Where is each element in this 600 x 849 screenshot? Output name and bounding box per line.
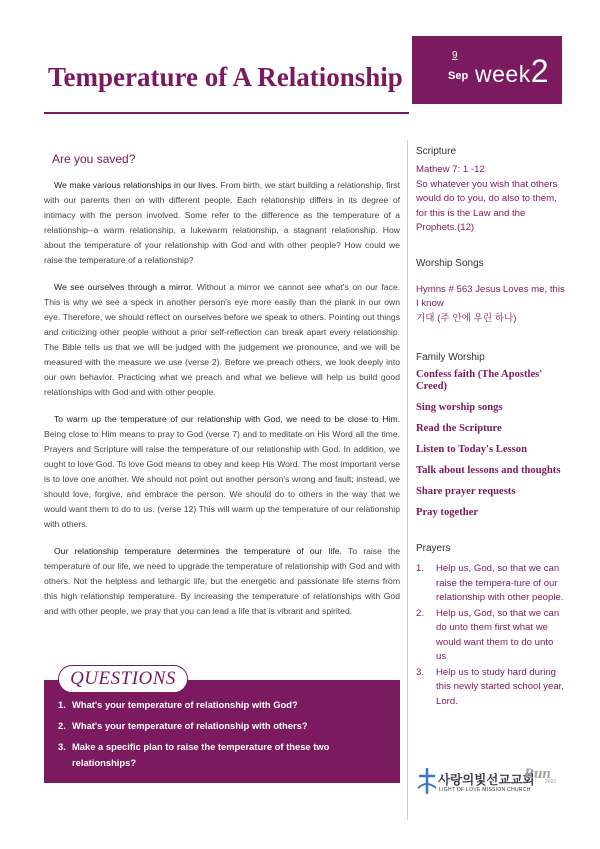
main-column	[44, 152, 400, 631]
question-number: 3.	[58, 741, 66, 752]
paragraph-body: To raise the temperature of our life, we need to upgrade the temperature of relationship with God and with others. Not the helpless and lethargic life, but the energetic and passionate life stems from this high relationship temperature. By increasing the temperature of relationships with God and with other people, we pray that you can lead a life that is vibrant and spirited.	[44, 546, 400, 616]
questions-title: QUESTIONS	[70, 668, 176, 689]
prayer-text: Help us, God, so that we can raise the tempera-ture of our relationship with other people.	[436, 563, 564, 603]
question-number: 1.	[58, 699, 66, 710]
song-item: Hymns # 563 Jesus Loves me, this I know	[416, 283, 565, 309]
prayers-list	[416, 562, 566, 709]
paragraph-body: Without a mirror we cannot see what's on our face. This is why we see a speck in another person's eye more easily than the plank in our own eye. Therefore, we should reflect on ourselves before we speak to others. Pointing out things and criticizing other people without a prior self-reflection can break apart every relationship. The Bible tells us that we will be judged with the judgement we pronounce, and we will be measured with the measure we use (verse 2). Before we preach others, we look deeply into our own behavior. Practicing what we preach and what we believe will help us build good relationships with God and with other people.	[44, 282, 400, 397]
church-name-korean: 사랑의빛선교교회	[438, 773, 535, 787]
question-item	[58, 697, 388, 713]
week-number: 2	[530, 53, 549, 89]
prayer-text: Help us, God, so that we can do unto them first what we would want them to do unto us	[436, 607, 560, 662]
week-label	[475, 53, 549, 90]
scripture-heading: Scripture	[416, 146, 457, 157]
paragraph-body: From birth, we start building a relationship, first with our parents then on with different people. Each relationship differs in its degree of intimacy with the person involved. Some refer to the difference as the temperature of a relationship--a warm relationship, a lukewarm relationship, a stagnant relationship. How about the temperature of your relationship with God and with other people? How could we raise the temperature of a relationship?	[44, 180, 400, 265]
run-year: 2020	[545, 779, 557, 785]
paragraph-lead: Our relationship temperature determines the temperature of our life.	[54, 546, 342, 556]
family-worship-item: Read the Scripture	[416, 423, 502, 434]
paragraph-1	[44, 178, 400, 268]
column-divider	[407, 140, 408, 820]
paragraph-3	[44, 412, 400, 532]
page-title: Temperature of A Relationship	[48, 62, 403, 92]
prayers-heading: Prayers	[416, 543, 451, 554]
church-logo-icon	[416, 768, 438, 794]
question-item	[58, 718, 388, 734]
family-worship-item: Talk about lessons and thoughts	[416, 465, 561, 476]
question-text: What's your temperature of relationship with others?	[72, 720, 308, 731]
prayer-number: 3.	[416, 666, 425, 678]
paragraph-2	[44, 280, 400, 400]
family-worship-item: Share prayer requests	[416, 486, 516, 497]
week-word: week	[475, 61, 531, 87]
prayer-item	[416, 562, 566, 606]
family-worship-item: Listen to Today's Lesson	[416, 444, 527, 455]
question-text: What's your temperature of relationship with God?	[72, 699, 298, 710]
prayer-item	[416, 607, 566, 665]
run-logo: Run	[524, 766, 551, 782]
paragraph-4	[44, 544, 400, 619]
prayer-text: Help us to study hard during this newly started school year, Lord.	[436, 666, 564, 707]
prayer-item	[416, 666, 566, 710]
songs-heading: Worship Songs	[416, 257, 484, 269]
scripture-reference: Mathew 7: 1 -12	[416, 164, 485, 175]
week-day: 9	[452, 50, 458, 61]
title-underline	[44, 112, 409, 114]
question-number: 2.	[58, 720, 66, 731]
section-heading: Are you saved?	[52, 152, 136, 166]
sidebar	[416, 146, 566, 710]
questions-badge	[58, 665, 188, 693]
family-worship-heading: Family Worship	[416, 352, 485, 363]
paragraph-lead: To warm up the temperature of our relationship with God, we need to be close to Him.	[54, 414, 400, 424]
paragraph-body: Being close to Him means to pray to God (verse 7) and to meditate on His Word all the time. Prayers and Scripture will raise the temperature of our relationship with God. In addition, we ought to love God. To love God means to obey and keep His Word. The most important verse is to love one another. We should not point out another person's wrong and fault; instead, we should love, forgive, and embrace the person. We should do to others in the way that we would want them to do to us. (verse 12) This will warm up the temperature of our relationship with others.	[44, 429, 400, 529]
family-worship-item: Pray together	[416, 507, 479, 518]
question-text: Make a specific plan to raise the temperature of these two relationships?	[72, 741, 330, 768]
song-item: 기대 (주 안에 우린 하나)	[416, 312, 517, 324]
church-name-english: LIGHT OF LOVE MISSION CHURCH	[439, 787, 531, 793]
family-worship-item: Sing worship songs	[416, 402, 503, 413]
prayer-number: 1.	[416, 563, 425, 574]
prayer-number: 2.	[416, 607, 425, 619]
week-month: Sep	[448, 70, 469, 82]
paragraph-lead: We see ourselves through a mirror.	[54, 282, 194, 292]
paragraph-lead: We make various relationships in our lives.	[54, 180, 218, 190]
question-item	[58, 739, 388, 771]
family-worship-item: Confess faith (The Apostles' Creed)	[416, 369, 543, 392]
scripture-verse: So whatever you wish that others would do to you, do also to them, for this is the Law and the Prophets.(12)	[416, 178, 558, 233]
questions-list	[58, 697, 388, 776]
